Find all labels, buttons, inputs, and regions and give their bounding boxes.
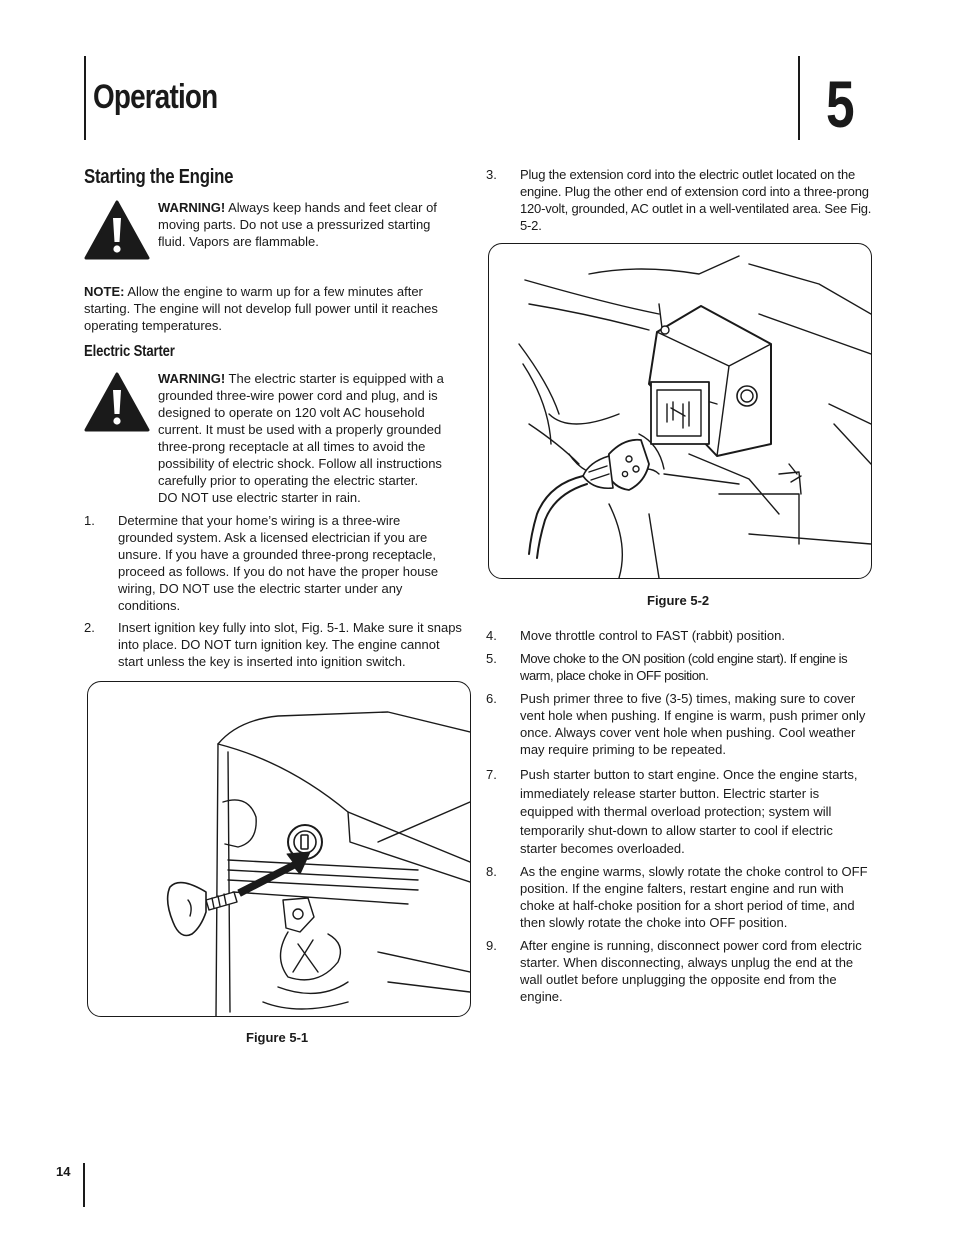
step-text: Move throttle control to FAST (rabbit) position. — [520, 628, 785, 643]
warning-label: WARNING! — [158, 200, 226, 215]
step-number: 7. — [486, 767, 497, 782]
header-right-rule — [798, 56, 800, 140]
step-number: 5. — [486, 651, 497, 666]
step-text: Determine that your home’s wiring is a three-wire grounded system. Ask a licensed electrician if you are unsure. If you have a grounded three-prong receptacle, proceed as follows. If you do not have the proper house wiring, DO NOT use the electric starter under any conditions. — [118, 513, 439, 613]
step-text: Push primer three to five (3-5) times, making sure to cover vent hole when pushing. If engine is warm, push primer only once. Always cover vent hole when pushing. Cool weather may require priming to be repeated. — [520, 691, 866, 757]
figure-caption: Figure 5-2 — [647, 593, 710, 608]
step-number: 6. — [486, 691, 497, 706]
step-number: 3. — [486, 167, 497, 182]
step-number: 8. — [486, 864, 497, 879]
warning-text-1: WARNING! Always keep hands and feet clear of moving parts. Do not use a pressurized starting fluid. Vapors are flammable. — [158, 200, 437, 249]
note-text: NOTE: Allow the engine to warm up for a few minutes after starting. The engine will not develop full power until it reaches operating temperatures. — [84, 284, 438, 333]
chapter-number: 5 — [826, 67, 855, 141]
subheading-electric-starter: Electric Starter — [84, 343, 175, 360]
step-text: Push starter button to start engine. Once the engine starts, immediately release starter button. Electric starter is equipped with thermal overload protection; system will temporarily shut-down to allow starter to cool if electric starter becomes overloaded. — [520, 767, 858, 856]
step-number: 4. — [486, 628, 497, 643]
warning-text-2: WARNING! The electric starter is equipped with a grounded three-wire power cord and plug, and is designed to operate on 120 volt AC household current. It must be used with a properly grounded three-prong receptacle at all times to avoid the possibility of electric shock. Follow all instructions carefully prior to operating the electric starter. DO NOT use electric starter in rain. — [158, 371, 444, 505]
warning-icon — [84, 372, 150, 432]
step-number: 9. — [486, 938, 497, 953]
step-text: Insert ignition key fully into slot, Fig. 5-1. Make sure it snaps into place. DO NOT turn ignition key. The engine cannot start unless the key is inserted into ignition switch. — [118, 620, 462, 669]
step-text: As the engine warms, slowly rotate the choke control to OFF position. If the engine falters, restart engine and run with choke at half-choke position for a short period of time, and then slowly rotate the choke into OFF position. — [520, 864, 868, 930]
footer-rule — [83, 1163, 85, 1207]
step-number: 2. — [84, 620, 95, 635]
step-text: Plug the extension cord into the electric outlet located on the engine. Plug the other end of extension cord into a three-prong 120-volt, grounded, AC outlet in a well-ventilated area. See Fig. 5-2. — [520, 167, 872, 233]
step-text: After engine is running, disconnect power cord from electric starter. When disconnecting, always unplug the end at the wall outlet before unplugging the opposite end from the engine. — [520, 938, 862, 1004]
step-text: Move choke to the ON position (cold engine start). If engine is warm, place choke in OFF position. — [520, 651, 848, 683]
page-title: Operation — [93, 78, 218, 116]
page-number: 14 — [56, 1164, 71, 1179]
section-heading: Starting the Engine — [84, 166, 234, 188]
warning-label: WARNING! — [158, 371, 226, 386]
figure-5-1 — [87, 681, 471, 1017]
warning-icon — [84, 200, 150, 260]
step-number: 1. — [84, 513, 95, 528]
figure-caption: Figure 5-1 — [246, 1030, 309, 1045]
note-label: NOTE: — [84, 284, 125, 299]
figure-5-2 — [488, 243, 872, 579]
header-left-rule — [84, 56, 86, 140]
